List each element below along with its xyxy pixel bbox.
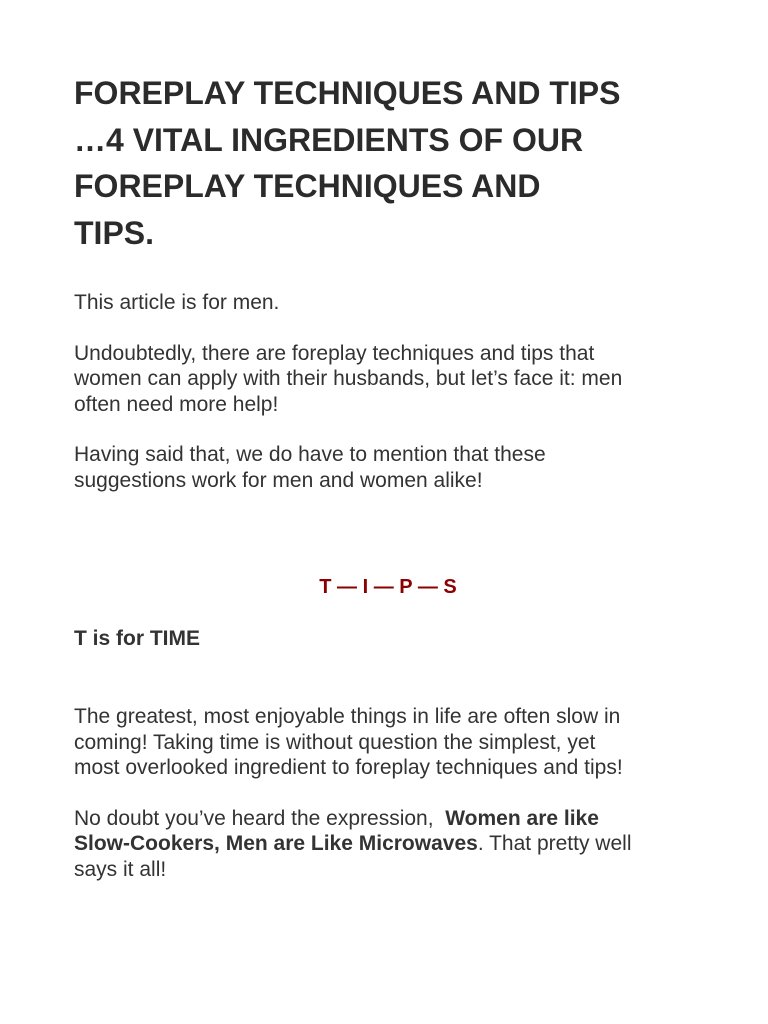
paragraph-line (74, 806, 702, 832)
paragraph-line: coming! Taking time is without question the simplest, yet (74, 730, 596, 754)
intro-paragraph-having-said (74, 442, 702, 493)
paragraph-line: The greatest, most enjoyable things in life are often slow in (74, 705, 621, 728)
expression-intro-text: No doubt you’ve heard the expression, (74, 806, 446, 830)
paragraph-line (74, 831, 702, 857)
section-heading-time: T is for TIME (74, 627, 200, 650)
title-line: …4 VITAL INGREDIENTS OF OUR (74, 121, 584, 158)
page-title (74, 70, 702, 256)
title-line: TIPS. (74, 214, 155, 251)
paragraph-line: often need more help! (74, 392, 279, 416)
paragraph-line: women can apply with their husbands, but let’s face it: men (74, 367, 623, 390)
expression-followup-text: . That pretty well (477, 832, 632, 855)
time-paragraph-expression (74, 806, 702, 883)
paragraph-line: Undoubtedly, there are foreplay techniques and tips that (74, 341, 595, 365)
paragraph-line: This article is for men. (74, 291, 280, 314)
paragraph-line: says it all! (74, 857, 167, 881)
document-page (74, 70, 702, 882)
intro-paragraph-audience (74, 290, 702, 316)
expression-quote-bold: Women are like (445, 806, 599, 830)
expression-quote-bold: Slow-Cookers, Men are Like Microwaves (74, 832, 478, 855)
title-line: FOREPLAY TECHNIQUES AND TIPS (74, 75, 621, 111)
time-paragraph-greatest (74, 704, 702, 781)
tips-acronym-heading: T — I — P — S (319, 576, 457, 598)
paragraph-line: Having said that, we do have to mention that these (74, 443, 546, 466)
title-line: FOREPLAY TECHNIQUES AND (74, 168, 541, 204)
intro-paragraph-undoubtedly (74, 341, 702, 418)
paragraph-line: suggestions work for men and women alike! (74, 468, 483, 492)
paragraph-line: most overlooked ingredient to foreplay techniques and tips! (74, 756, 623, 779)
